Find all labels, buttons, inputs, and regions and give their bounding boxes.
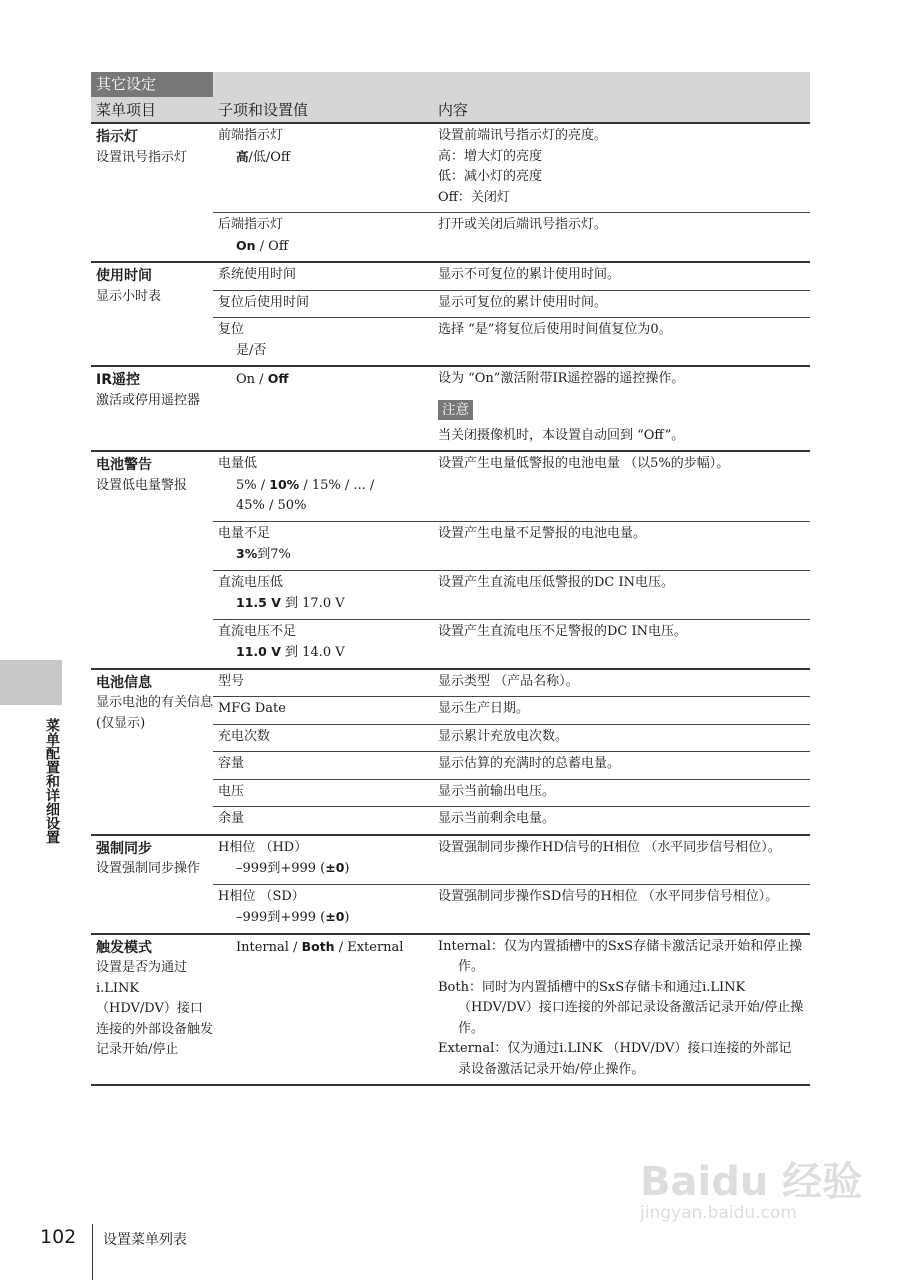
value-option: ): [344, 861, 350, 876]
value-option: –999到+999 (: [236, 861, 326, 876]
value-option: 到 17.0 V: [280, 596, 345, 611]
sub-item-label: 容量: [218, 756, 245, 771]
sub-item-rows: [213, 935, 810, 1085]
content-line: 设置产生电量不足警报的电池电量。: [438, 525, 647, 541]
table-row: [213, 124, 810, 212]
table-row: [213, 452, 810, 521]
menu-item-cell: [91, 836, 213, 933]
sub-item-label: 余量: [218, 811, 245, 826]
content-line: 显示当前剩余电量。: [438, 811, 556, 826]
content-line: 设置产生直流电压低警报的DC IN电压。: [438, 574, 675, 590]
sub-item-label: 电量低: [218, 456, 258, 471]
chapter-tab: [0, 660, 62, 705]
table-row: [213, 836, 810, 884]
content-line: Both：同时为内置插槽中的SxS存储卡和通过i.LINK （HDV/DV）接口连接的外部记录设备激活记录开始/停止操作。: [438, 979, 804, 1036]
sub-item-cell: [213, 780, 438, 807]
content-cell: [438, 522, 810, 570]
content-cell: [438, 452, 810, 521]
sub-item-cell: [213, 725, 438, 752]
sub-item-label: 复位后使用时间: [218, 294, 310, 310]
setting-values: [218, 341, 438, 362]
content-cell: [438, 367, 810, 450]
table-row: [213, 751, 810, 779]
table-row: [213, 521, 810, 570]
content-line: 打开或关闭后端讯号指示灯。: [438, 217, 608, 232]
default-value: 11.0 V: [236, 644, 281, 659]
content-line: 显示可复位的累计使用时间。: [438, 294, 608, 310]
menu-section: [91, 365, 810, 450]
default-value: ±0: [325, 860, 345, 875]
header-menu-item: 菜单项目: [96, 101, 157, 119]
table-row: [213, 212, 810, 261]
sub-item-label: 电量不足: [218, 525, 271, 541]
content-cell: [438, 725, 810, 752]
content-line: 显示当前输出电压。: [438, 783, 556, 799]
sub-item-label: 型号: [218, 673, 245, 689]
sub-item-cell: [213, 291, 438, 318]
setting-values: [218, 858, 438, 880]
sub-item-rows: [213, 670, 810, 834]
setting-values: [218, 642, 438, 664]
sub-item-rows: [213, 452, 810, 668]
content-cell: [438, 318, 810, 365]
table-row: [213, 570, 810, 619]
value-option: 45% / 50%: [236, 498, 307, 513]
table-row: [213, 367, 810, 450]
table-row: [213, 724, 810, 752]
menu-section: [91, 668, 810, 834]
footer-divider: [92, 1224, 93, 1280]
content-cell: [438, 263, 810, 290]
sub-item-cell: [213, 807, 438, 834]
menu-item-description: 设置讯号指示灯: [96, 149, 188, 165]
sub-item-cell: [213, 836, 438, 884]
content-line: 显示不可复位的累计使用时间。: [438, 267, 621, 282]
section-tab: 其它设定: [91, 72, 213, 97]
content-cell: [438, 697, 810, 724]
table-row: [213, 696, 810, 724]
sub-item-label: 直流电压不足: [218, 623, 297, 639]
content-line: External：仅为通过i.LINK （HDV/DV）接口连接的外部记录设备激活记录开始/停止操作。: [438, 1041, 792, 1077]
default-value: On: [236, 237, 256, 253]
sub-item-label: 后端指示灯: [218, 217, 284, 232]
menu-item-cell: [91, 670, 213, 834]
content-line: 选择 “是”将复位后使用时间值复位为0。: [438, 322, 672, 337]
chapter-label: 菜单配置和详细设置: [44, 718, 60, 844]
menu-item-description: 显示小时表: [96, 288, 162, 304]
value-option: On /: [236, 372, 268, 387]
watermark-logo: Baidu 经验 jingyan.baidu.com: [640, 1159, 863, 1223]
menu-item-title: 使用时间: [96, 268, 152, 284]
menu-item-title: 触发模式: [96, 939, 152, 956]
table-row: [213, 290, 810, 318]
menu-item-title: 电池警告: [96, 457, 152, 473]
sub-item-rows: [213, 367, 810, 450]
content-line: 设置强制同步操作SD信号的H相位 （水平同步信号相位）。: [438, 888, 779, 904]
content-line: Internal：仅为内置插槽中的SxS存储卡激活记录开始和停止操作。: [438, 938, 803, 974]
content-line: 设置强制同步操作HD信号的H相位 （水平同步信号相位）。: [438, 839, 781, 855]
content-line: 显示估算的充满时的总蓄电量。: [438, 756, 621, 771]
content-line: 高：增大灯的亮度: [438, 148, 543, 164]
sub-item-label: 复位: [218, 322, 245, 337]
content-cell: [438, 670, 810, 697]
content-cell: [438, 213, 810, 261]
content-line: 设置前端讯号指示灯的亮度。: [438, 128, 608, 143]
menu-item-title: 强制同步: [96, 840, 152, 857]
content-cell: [438, 291, 810, 318]
sub-item-cell: [213, 752, 438, 779]
menu-section: [91, 834, 810, 933]
value-option: 是/否: [236, 342, 267, 358]
setting-values: [218, 236, 438, 258]
content-line: 低：减小灯的亮度: [438, 169, 543, 184]
content-cell: [438, 935, 810, 1085]
note-text: 当关闭摄像机时，本设置自动回到 “Off”。: [438, 427, 685, 443]
setting-values: [218, 369, 438, 391]
menu-item-description: 显示电池的有关信息 (仅显示): [96, 695, 214, 731]
table-row: [213, 317, 810, 365]
default-value: 高: [236, 148, 249, 164]
sub-item-label: MFG Date: [218, 701, 286, 716]
value-option: Internal /: [236, 939, 302, 955]
sub-item-cell: [213, 367, 438, 450]
setting-values: [218, 593, 438, 615]
default-value: Both: [301, 938, 335, 954]
setting-values: [218, 937, 438, 959]
header-content: 内容: [438, 101, 469, 119]
sub-item-cell: [213, 885, 438, 933]
table-row: [213, 670, 810, 697]
sub-item-label: 电压: [218, 783, 245, 799]
menu-item-cell: [91, 263, 213, 365]
default-value: Off: [267, 371, 289, 386]
sub-item-cell: [213, 263, 438, 290]
sub-item-cell: [213, 571, 438, 619]
menu-section: [91, 933, 810, 1087]
menu-item-description: 激活或停用遥控器: [96, 392, 201, 408]
value-option: / Off: [255, 238, 289, 254]
content-line: 显示类型 （产品名称）。: [438, 673, 579, 689]
sub-item-cell: [213, 452, 438, 521]
menu-item-title: 指示灯: [96, 129, 138, 145]
value-option: 到7%: [257, 547, 291, 562]
value-option: ): [344, 910, 350, 925]
table-row: [213, 263, 810, 290]
menu-section: [91, 450, 810, 668]
note-badge: 注意: [438, 400, 473, 420]
table-row: [213, 619, 810, 668]
sub-item-rows: [213, 836, 810, 933]
table-body: [91, 122, 810, 1086]
content-line: 显示生产日期。: [438, 701, 530, 716]
menu-item-description: 设置低电量警报: [96, 477, 188, 493]
content-cell: [438, 807, 810, 834]
sub-item-label: 充电次数: [218, 728, 271, 744]
setting-values: [218, 147, 438, 169]
sub-item-cell: [213, 213, 438, 261]
menu-section: [91, 122, 810, 261]
table-row: [213, 779, 810, 807]
sub-item-cell: [213, 697, 438, 724]
menu-item-description: 设置强制同步操作: [96, 861, 201, 876]
sub-item-label: 前端指示灯: [218, 128, 284, 143]
content-cell: [438, 752, 810, 779]
default-value: 11.5 V: [236, 595, 281, 610]
page-number: 102: [40, 1226, 77, 1248]
value-option: 5% /: [236, 477, 270, 493]
content-line: 设置产生直流电压不足警报的DC IN电压。: [438, 623, 688, 639]
content-line: Off：关闭灯: [438, 189, 510, 205]
setting-values: [218, 544, 438, 566]
value-option: / External: [334, 939, 404, 955]
content-cell: [438, 620, 810, 668]
content-line: 显示累计充放电次数。: [438, 728, 569, 744]
content-cell: [438, 780, 810, 807]
menu-item-cell: [91, 124, 213, 261]
sub-item-rows: [213, 263, 810, 365]
content-line: 设置产生电量低警报的电池电量 （以5%的步幅）。: [438, 456, 730, 471]
menu-item-cell: [91, 935, 213, 1085]
content-cell: [438, 571, 810, 619]
sub-item-label: H相位 （HD）: [218, 839, 308, 855]
sub-item-cell: [213, 124, 438, 212]
content-cell: [438, 836, 810, 884]
sub-item-label: H相位 （SD）: [218, 888, 305, 904]
sub-item-label: 直流电压低: [218, 574, 284, 590]
value-option: / 15% / ... /: [299, 477, 375, 493]
default-value: ±0: [325, 909, 345, 924]
setting-values: [218, 496, 438, 517]
default-value: 10%: [269, 476, 300, 492]
value-option: /低/Off: [248, 149, 291, 165]
table-row: [213, 935, 810, 1085]
default-value: 3%: [236, 546, 258, 561]
setting-values: [218, 907, 438, 929]
menu-item-title: 电池信息: [96, 674, 152, 691]
sub-item-cell: [213, 620, 438, 668]
table-header: [91, 72, 810, 122]
settings-table: [91, 72, 810, 1086]
header-sub-item: 子项和设置值: [218, 101, 309, 119]
footer-title: 设置菜单列表: [103, 1232, 187, 1248]
content-line: 设为 “On”激活附带IR遥控器的遥控操作。: [438, 371, 685, 386]
setting-values: [218, 475, 438, 497]
content-cell: [438, 885, 810, 933]
sub-item-cell: [213, 935, 438, 1085]
menu-section: [91, 261, 810, 365]
value-option: 到 14.0 V: [280, 645, 345, 660]
sub-item-cell: [213, 522, 438, 570]
sub-item-label: 系统使用时间: [218, 267, 297, 282]
table-row: [213, 806, 810, 834]
sub-item-cell: [213, 670, 438, 697]
menu-item-title: IR遥控: [96, 372, 140, 388]
menu-item-cell: [91, 367, 213, 450]
menu-item-description: 设置是否为通过i.LINK （HDV/DV）接口连接的外部设备触发记录开始/停止: [96, 960, 214, 1057]
content-cell: [438, 124, 810, 212]
value-option: –999到+999 (: [236, 910, 326, 925]
sub-item-cell: [213, 318, 438, 365]
table-row: [213, 884, 810, 933]
menu-item-cell: [91, 452, 213, 668]
sub-item-rows: [213, 124, 810, 261]
